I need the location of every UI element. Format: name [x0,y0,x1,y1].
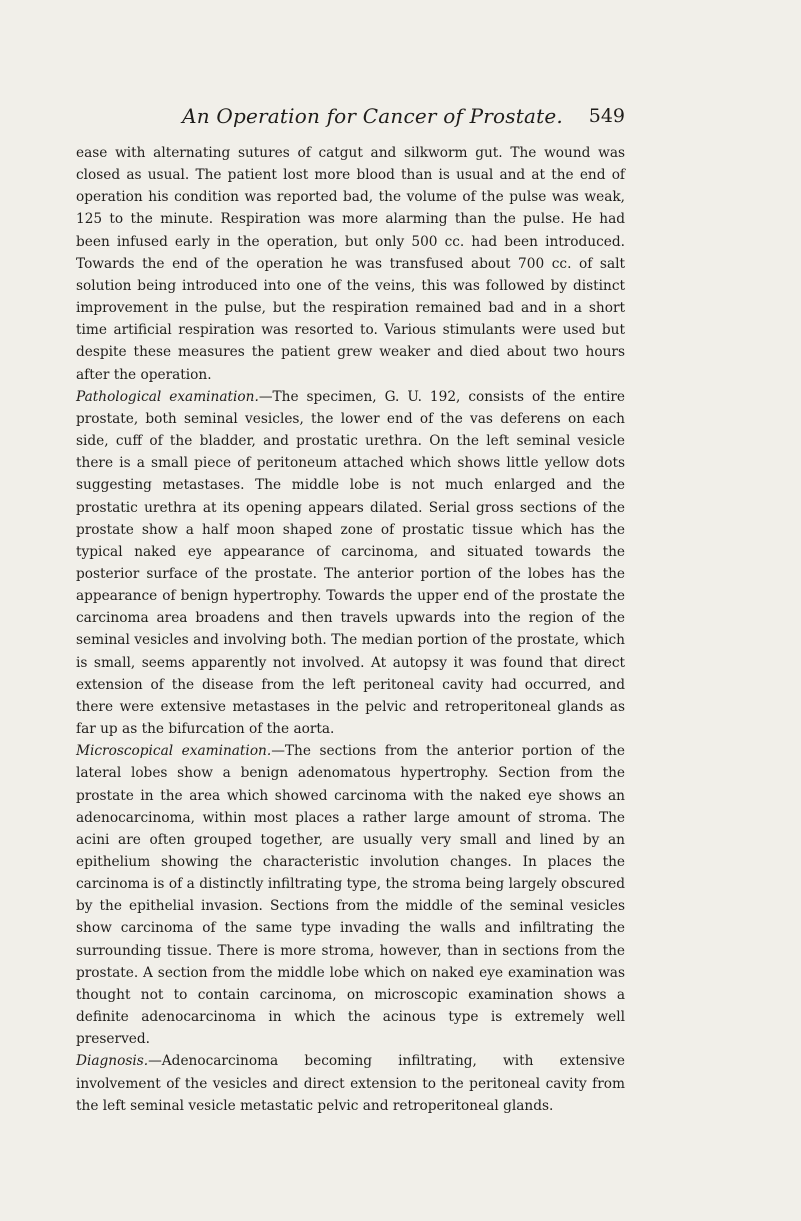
paragraph-diagnosis [76,1050,625,1116]
running-head [120,100,625,132]
paragraph-microscopical-examination [76,740,625,1050]
section-lead: Diagnosis. [76,1053,149,1070]
running-title: An Operation for Cancer of Prostate. [182,104,563,128]
paragraph-operation-outcome [76,142,625,386]
paragraph-text: —The specimen, G. U. 192, consists of the entire prostate, both seminal vesicles, the lower end of the vas deferens on each side, cuff of the bladder, and prostatic urethra. On the left seminal vesicle there is a small piece of peritoneum attached which shows little yellow dots suggesting metastases. The middle lobe is not much enlarged and the prostatic urethra at its opening appears dilated. Serial gross sections of the prostate show a half moon shaped zone of prostatic tissue which has the typical naked eye appearance of carcinoma, and situated towards the posterior surface of the prostate. The anterior portion of the lobes has the appearance of benign hypertrophy. Towards the upper end of the prostate the carcinoma area broadens and then travels upwards into the region of the seminal vesicles and involving both. The median portion of the prostate, which is small, seems apparently not involved. At autopsy it was found that direct extension of the disease from the left peritoneal cavity had occurred, and there were extensive metastases in the pelvic and retroperitoneal glands as far up as the bifurcation of the aorta. [76,388,625,738]
page-number: 549 [588,105,625,127]
paragraph-text: —The sections from the anterior portion of the lateral lobes show a benign adenomatous hypertrophy. Section from the prostate in the area which showed carcinoma with the naked eye shows an adenocarcinoma, within most places a rather large amount of stroma. The acini are often grouped together, are usually very small and lined by an epithelium showing the characteristic involution changes. In places the carcinoma is of a distinctly infiltrating type, the stroma being largely obscured by the epithelial invasion. Sections from the middle of the seminal vesicles show carcinoma of the same type invading the walls and infiltrating the surrounding tissue. There is more stroma, however, than in sections from the prostate. A section from the middle lobe which on naked eye examination was thought not to contain carcinoma, on microscopic examination shows a definite adenocarcinoma in which the acinous type is extremely well preserved. [76,743,625,1048]
paragraph-text: —Adenocarcinoma becoming infiltrating, with extensive involvement of the vesicles and direct extension to the peritoneal cavity from the left seminal vesicle metastatic pelvic and retroperitoneal glands. [76,1053,625,1114]
paragraph-pathological-examination [76,386,625,741]
paragraph-text: ease with alternating sutures of catgut and silkworm gut. The wound was closed as usual. The patient lost more blood than is usual and at the end of operation his condition was reported bad, the volume of the pulse was weak, 125 to the minute. Respiration was more alarming than the pulse. He had been infused early in the operation, but only 500 cc. had been introduced. Towards the end of the operation he was transfused about 700 cc. of salt solution being introduced into one of the veins, this was followed by distinct improvement in the pulse, but the respiration remained bad and in a short time artificial respiration was resorted to. Various stimulants were used but despite these measures the patient grew weaker and died about two hours after the operation. [76,145,625,383]
body-text [76,142,625,1117]
section-lead: Microscopical examination. [76,743,272,760]
section-lead: Pathological examination. [76,388,259,405]
